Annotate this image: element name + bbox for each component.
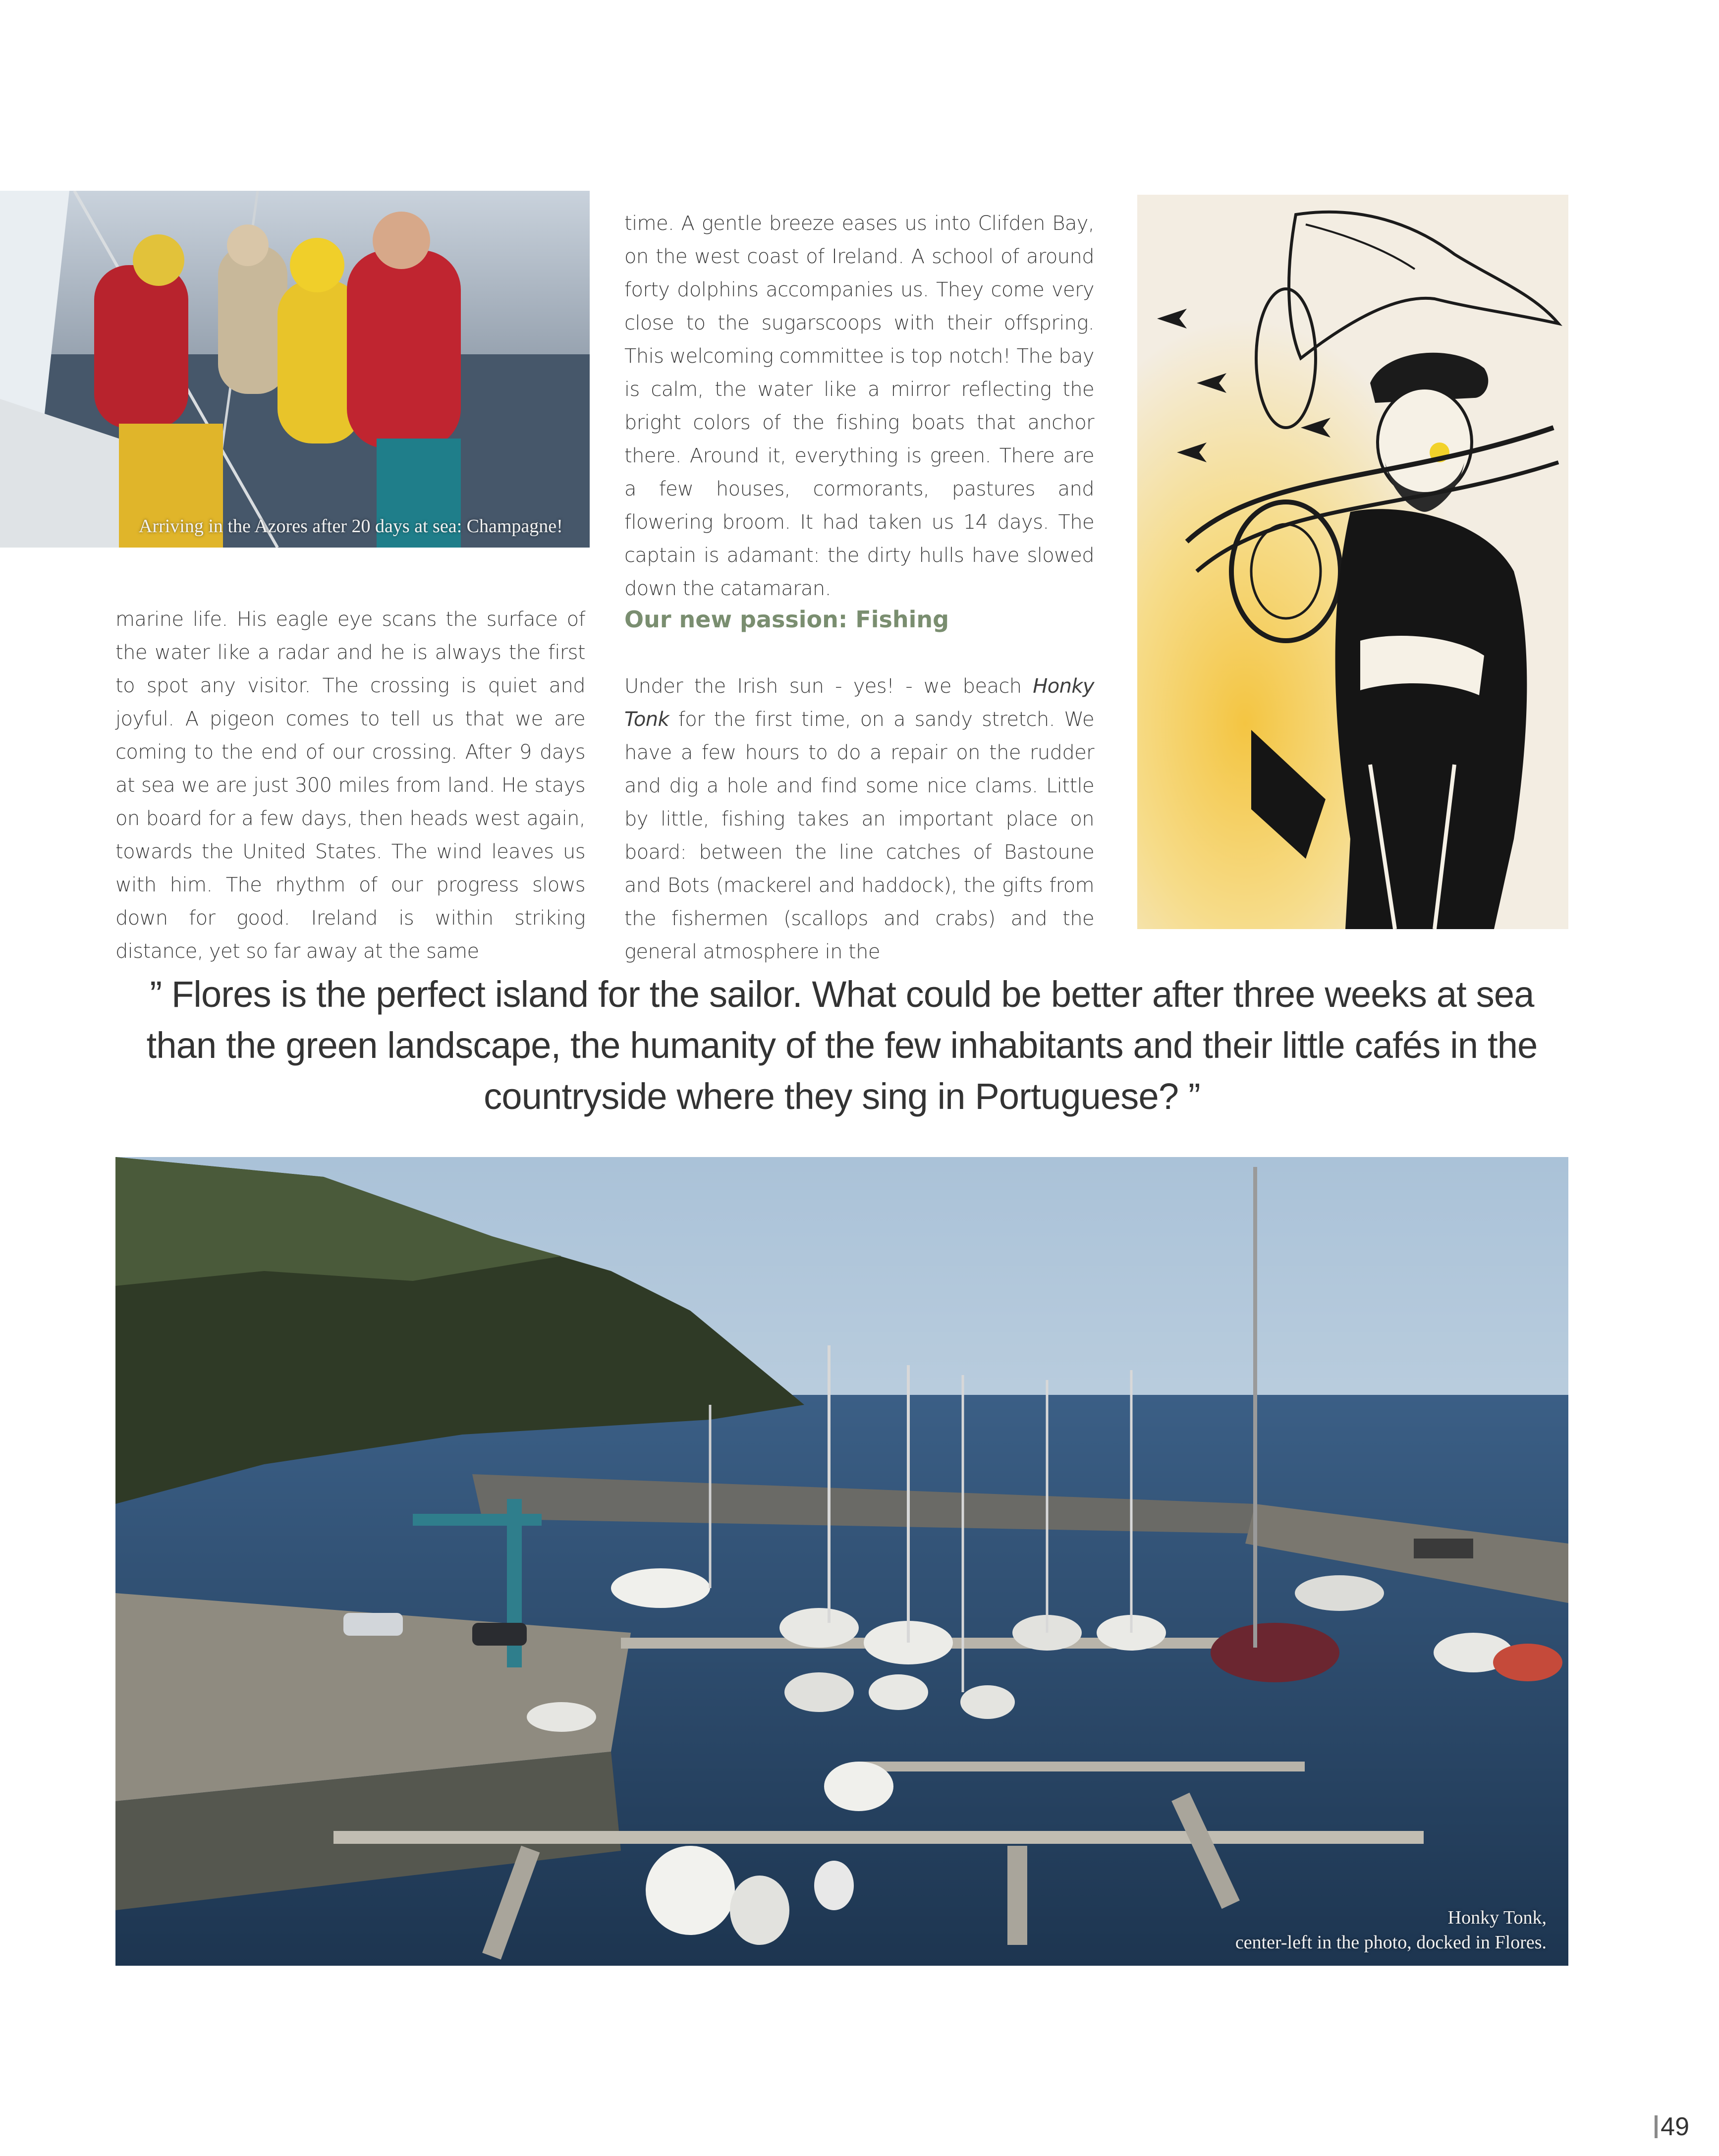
harbour-photo-illustration — [115, 1157, 1568, 1966]
page-number: 49 — [1661, 2112, 1689, 2141]
paragraph-text-before: Under the Irish sun - yes! - we beach — [624, 675, 1033, 698]
photo-harbour-flores — [115, 1157, 1568, 1966]
section-heading: Our new passion: Fishing — [624, 606, 949, 633]
illustration-trombone-mermaid — [1137, 195, 1568, 929]
crew-photo-illustration — [0, 191, 590, 548]
body-paragraph-middle-bottom — [624, 670, 1094, 969]
body-column-left — [115, 603, 585, 968]
body-column-middle-top — [624, 207, 1094, 606]
boat-name-italic: Honky Tonk — [624, 675, 1094, 731]
body-paragraph-left: marine life. His eagle eye scans the surface of the water like a radar and he is always the first to spot any visitor. The crossing is quiet and joyful. A pigeon comes to tell us that we are coming to the end of our crossing. After 9 days at sea we are just 300 miles from land. He stays on board for a few days, then heads west again, towards the United States. The wind leaves us with him. The rhythm of our progress slows down for good. Ireland is within striking distance, yet so far away at the same — [115, 608, 585, 963]
photo-harbour-caption-line1: Honky Tonk, — [1447, 1907, 1547, 1928]
photo-crew-caption: Arriving in the Azores after 20 days at sea: Champagne! — [139, 516, 563, 537]
trombone-player-drawing — [1137, 195, 1568, 929]
photo-harbour-caption-line2: center-left in the photo, docked in Flores. — [1235, 1932, 1547, 1953]
folio-bar — [1655, 2115, 1658, 2138]
pull-quote: ” Flores is the perfect island for the sailor. What could be better after three weeks at sea than the green landscape, the humanity of the few inhabitants and their little cafés in the countryside where they sing in Portuguese? ” — [146, 974, 1538, 1117]
page-folio — [1655, 2112, 1689, 2142]
body-column-middle-bottom — [624, 670, 1094, 969]
photo-harbour-caption — [1235, 1905, 1547, 1955]
body-paragraph-middle-top: time. A gentle breeze eases us into Clifden Bay, on the west coast of Ireland. A school of around forty dolphins accompanies us. They come very close to the sugarscoops with their offspring. This welcoming committee is top notch! The bay is calm, the water like a mirror reflecting the bright colors of the fishing boats that anchor there. Around it, everything is green. There are a few houses, cormorants, pastures and flowering broom. It had taken us 14 days. The captain is adamant: the dirty hulls have slowed down the catamaran. — [624, 212, 1094, 600]
photo-crew-champagne — [0, 191, 590, 548]
paragraph-text-after: for the first time, on a sandy stretch. We have a few hours to do a repair on the rudder and dig a hole and find some nice clams. Little by little, fishing takes an important place on board: between the line catches of Bastoune and Bots (mackerel and haddock), the gifts from the fishermen (scallops and crabs) and the general atmosphere in the — [624, 708, 1094, 963]
